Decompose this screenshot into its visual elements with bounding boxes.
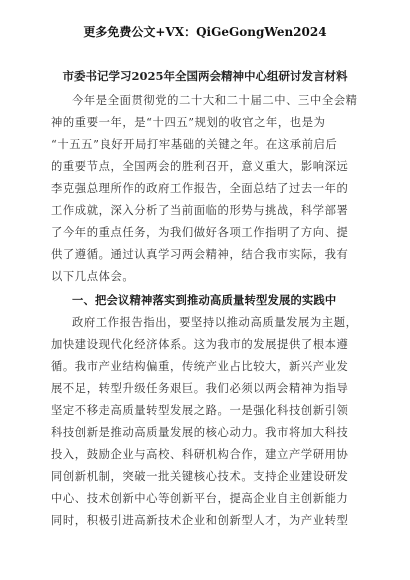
body-line: 循。我市产业结构偏重，传统产业占比较大，新兴产业发 (51, 360, 349, 373)
body-line: 加快建设现代化经济体系。这为我市的发展提供了根本遵 (51, 338, 349, 351)
body-line: 科技创新是推动高质量发展的核心动力。我市将加大科技 (51, 426, 349, 439)
body-line: “十五五”良好开局打牢基础的关键之年。在这承前启后 (51, 138, 338, 151)
body-line: 供了遵循。通过认真学习两会精神，结合我市实际，我有 (51, 248, 349, 261)
body-line: 同创新机制，突破一批关键核心技术。支持企业建设研发 (51, 470, 349, 483)
body-line: 政府工作报告指出，要坚持以推动高质量发展为主题， (72, 316, 358, 329)
body-line: 以下几点体会。 (51, 270, 135, 283)
body-line: 中心、技术创新中心等创新平台，提高企业自主创新能力 (51, 492, 349, 505)
body-line: 今年是全面贯彻党的二十大和二十届二中、三中全会精 (72, 94, 358, 107)
body-line: 工作成就，深入分析了当前面临的形势与挑战，科学部署 (51, 204, 349, 217)
body-line: 展不足，转型升级任务艰巨。我们必须以两会精神为指导 (51, 382, 349, 395)
body-line: 同时，积极引进高新技术企业和创新型人才，为产业转型 (51, 514, 349, 527)
body-line: 坚定不移走高质量转型发展之路。一是强化科技创新引领 (51, 404, 349, 417)
body-line: 神的重要一年，是“十四五”规划的收官之年，也是为 (51, 116, 326, 129)
body-line: 李克强总理所作的政府工作报告，全面总结了过去一年的 (51, 182, 349, 195)
document-title: 市委书记学习2025年全国两会精神中心组研讨发言材料 (62, 69, 348, 83)
promo-header: 更多免费公文+VX：QiGeGongWen2024 (83, 25, 327, 39)
body-line: 投入，鼓励企业与高校、科研机构合作，建立产学研用协 (51, 448, 349, 461)
body-line: 了今年的重点任务，为我们做好各项工作指明了方向、提 (51, 226, 349, 239)
body-line: 的重要节点，全国两会的胜利召开，意义重大，影响深远 (51, 160, 349, 173)
section-heading: 一、把会议精神落实到推动高质量转型发展的实践中 (72, 293, 337, 307)
